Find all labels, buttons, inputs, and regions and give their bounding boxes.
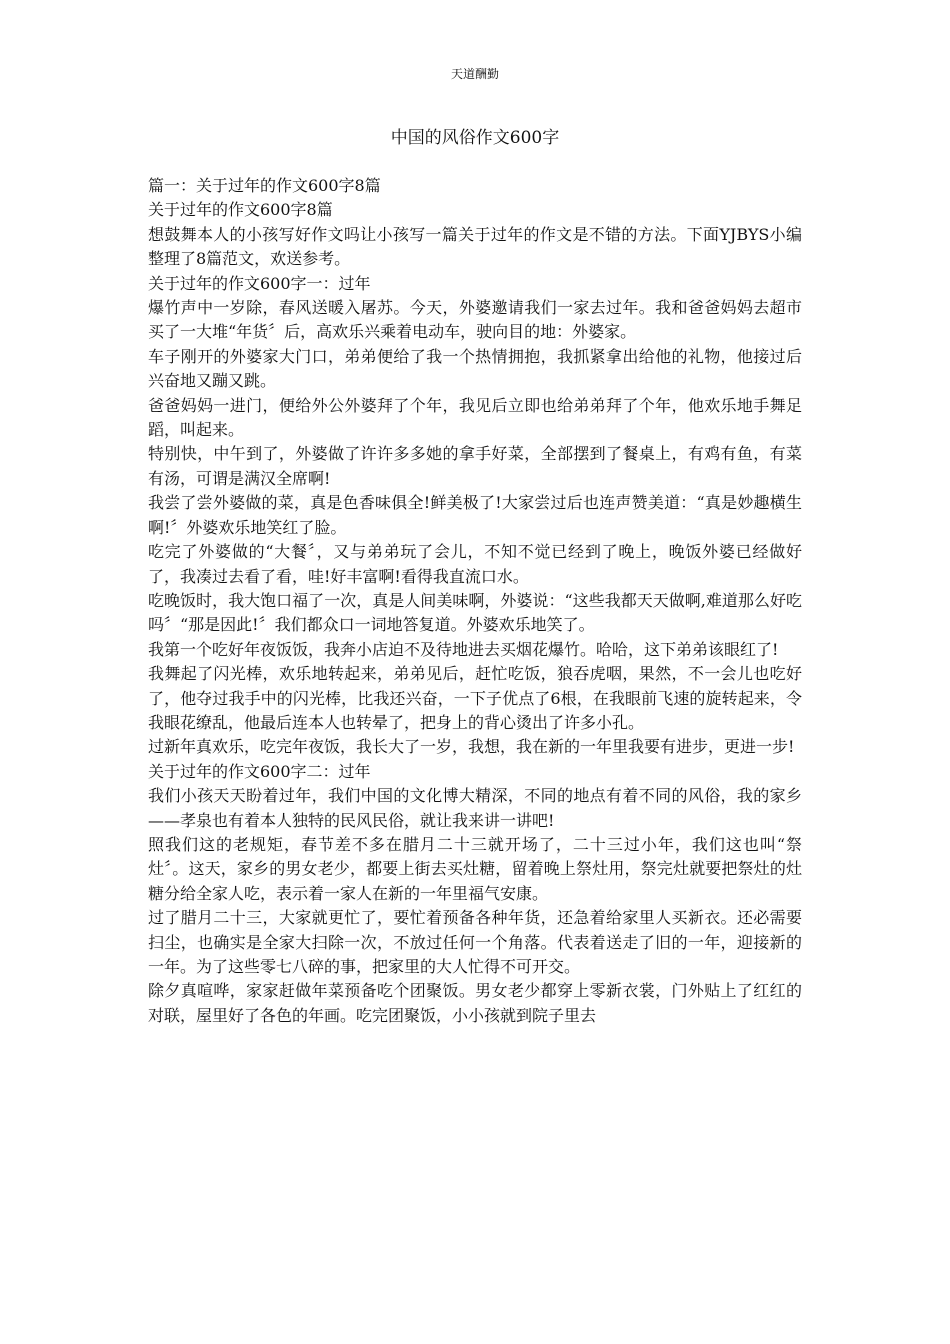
document-body	[148, 174, 802, 1028]
paragraph: 爸爸妈妈一进门，便给外公外婆拜了个年，我见后立即也给弟弟拜了个年，他欢乐地手舞足蹈，叫起来。	[148, 395, 802, 440]
paragraph: 我尝了尝外婆做的菜，真是色香味俱全!鲜美极了!大家尝过后也连声赞美道：“真是妙趣横生啊!〞外婆欢乐地笑红了脸。	[148, 493, 802, 537]
paragraph: 关于过年的作文600字二：过年	[148, 761, 371, 781]
paragraph: 想鼓舞本人的小孩写好作文吗让小孩写一篇关于过年的作文是不错的方法。下面YJBYS小编整理了8篇范文，欢送参考。	[148, 224, 802, 269]
paragraph: 我第一个吃好年夜饭饭，我奔小店迫不及待地进去买烟花爆竹。哈哈，这下弟弟该眼红了!	[148, 639, 779, 659]
paragraph: 过新年真欢乐，吃完年夜饭，我长大了一岁，我想，我在新的一年里我要有进步，更进一步!	[148, 737, 795, 757]
paragraph: 关于过年的作文600字8篇	[148, 200, 333, 220]
paragraph: 吃晚饭时，我大饱口福了一次，真是人间美味啊，外婆说：“这些我都天天做啊,难道那么好吃吗〞“那是因此!〞我们都众口一词地答复道。外婆欢乐地笑了。	[148, 590, 802, 635]
paragraph: 除夕真喧哗，家家赶做年菜预备吃个团聚饭。男女老少都穿上零新衣裳，门外贴上了红红的对联，屋里好了各色的年画。吃完团聚饭，小小孩就到院子里去	[148, 981, 802, 1025]
paragraph: 过了腊月二十三，大家就更忙了，要忙着预备各种年货，还急着给家里人买新衣。还必需要扫尘，也确实是全家大扫除一次，不放过任何一个角落。代表着送走了旧的一年，迎接新的一年。为了这些零七八碎的事，把家里的大人忙得不可开交。	[148, 908, 802, 976]
document-title: 中国的风俗作文600字	[390, 128, 560, 148]
paragraph: 我们小孩天天盼着过年，我们中国的文化博大精深，不同的地点有着不同的风俗，我的家乡——孝泉也有着本人独特的民风民俗，就让我来讲一讲吧!	[148, 786, 802, 830]
paragraph: 照我们这的老规矩，春节差不多在腊月二十三就开场了，二十三过小年，我们这也叫“祭灶〞。这天，家乡的男女老少，都要上街去买灶糖，留着晚上祭灶用，祭完灶就要把祭灶的灶糖分给全家人吃，表示着一家人在新的一年里福气安康。	[148, 834, 802, 903]
page-header: 天道酬勤	[450, 67, 499, 81]
paragraph: 我舞起了闪光棒，欢乐地转起来，弟弟见后，赶忙吃饭，狼吞虎咽，果然，不一会儿也吃好了，他夺过我手中的闪光棒，比我还兴奋，一下子优点了6根，在我眼前飞速的旋转起来，令我眼花缭乱，他最后连本人也转晕了，把身上的背心烫出了许多小孔。	[148, 664, 802, 732]
paragraph: 特别快，中午到了，外婆做了许许多多她的拿手好菜，全部摆到了餐桌上，有鸡有鱼，有菜有汤，可谓是满汉全席啊!	[148, 444, 802, 488]
paragraph: 篇一：关于过年的作文600字8篇	[148, 176, 381, 195]
paragraph: 车子刚开的外婆家大门口，弟弟便给了我一个热情拥抱，我抓紧拿出给他的礼物，他接过后兴奋地又蹦又跳。	[148, 346, 802, 391]
paragraph: 关于过年的作文600字一：过年	[148, 273, 371, 293]
paragraph: 爆竹声中一岁除，春风送暖入屠苏。今天，外婆邀请我们一家去过年。我和爸爸妈妈去超市买了一大堆“年货〞后，高欢乐兴乘着电动车，驶向目的地：外婆家。	[148, 298, 802, 342]
paragraph: 吃完了外婆做的“大餐〞，又与弟弟玩了会儿，不知不觉已经到了晚上，晚饭外婆已经做好了，我凑过去看了看，哇!好丰富啊!看得我直流口水。	[148, 542, 802, 586]
